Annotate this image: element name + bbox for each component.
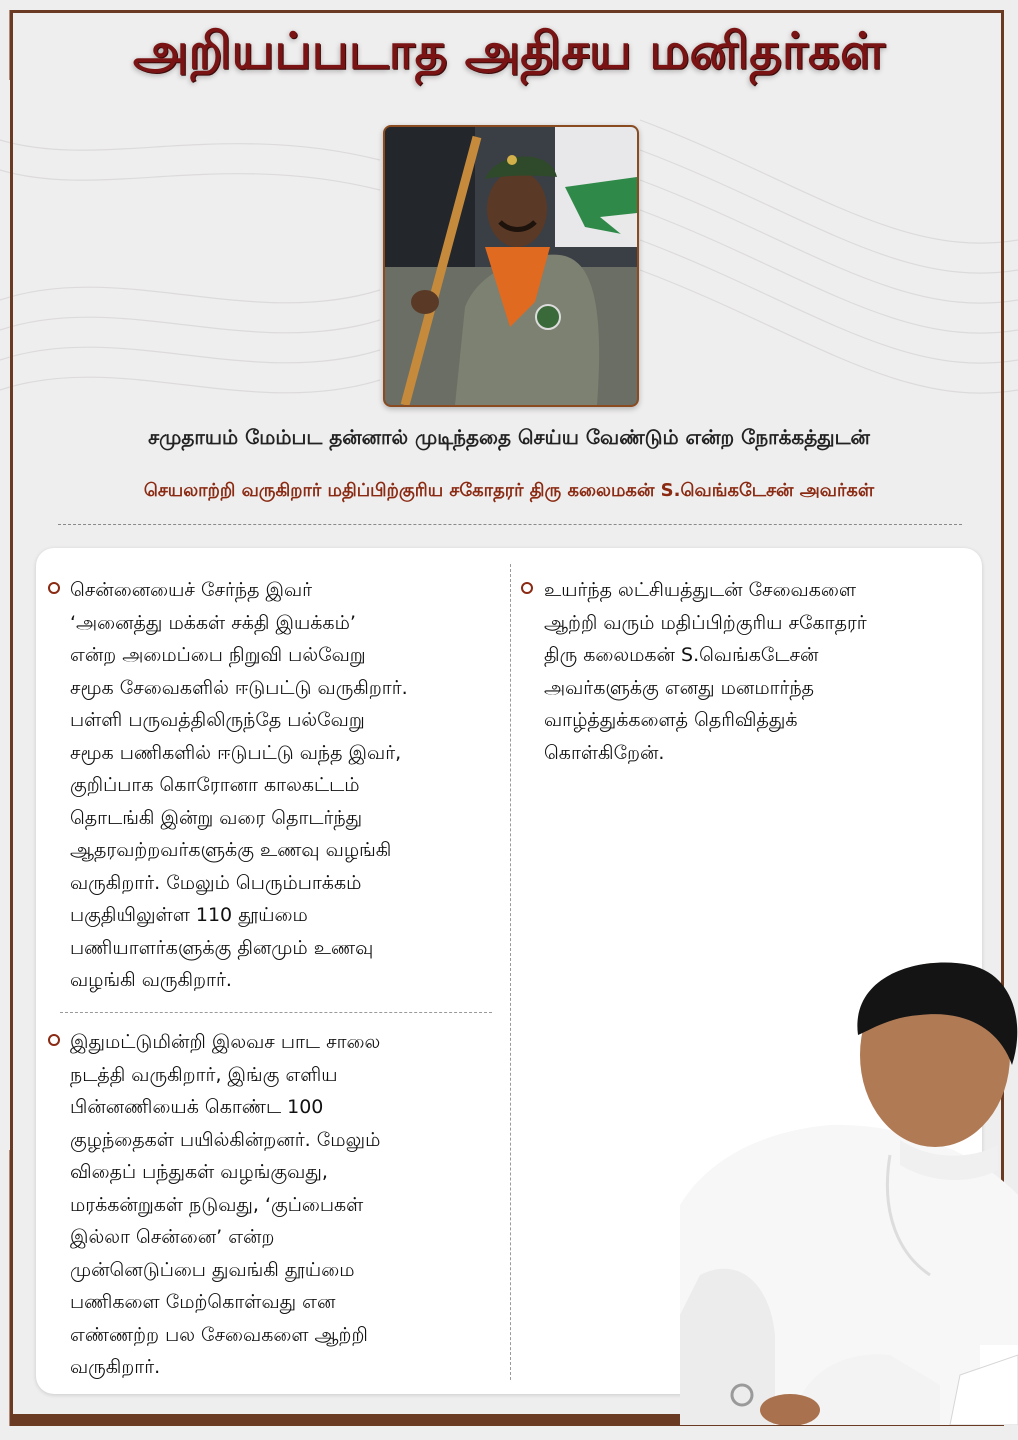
paragraph-service-intro: சென்னையைச் சேர்ந்த இவர் ‘அனைத்து மக்கள் சக்தி இயக்கம்’ என்ற அமைப்பை நிறுவி பல்வேறு சமூக சேவைகளில் ஈடுபட்டு வருகிறார். பள்ளி பருவத்திலிருந்தே பல்வேறு சமூக பணிகளில் ஈடுபட்டு வந்த இவர், குறிப்பாக கொரோனா காலகட்டம் தொடங்கி இன்று வரை தொடர்ந்து ஆதரவற்றவர்களுக்கு உணவு வழங்கி வருகிறார். மேலும் பெரும்பாக்கம் பகுதியிலுள்ள 110 தூய்மை பணியாளர்களுக்கு தினமும் உணவு வழங்கி வருகிறார். <box>70 579 408 991</box>
subtitle-line-2: செயலாற்றி வருகிறார் மதிப்பிற்குரிய சகோதரர் திரு கலைமகன் S.வெங்கடேசன் அவர்கள் <box>143 480 875 501</box>
page-title: அறியப்படாத அதிசய மனிதர்கள் <box>132 22 886 80</box>
paragraph-free-school: இதுமட்டுமின்றி இலவச பாட சாலை நடத்தி வருகிறார், இங்கு எளிய பின்னணியைக் கொண்ட 100 குழந்தைகள் பயில்கின்றனர். மேலும் விதைப் பந்துகள் வழங்குவது, மரக்கன்றுகள் நடுவது, ‘குப்பைகள் இல்லா சென்னை’ என்ற முன்னெடுப்பை துவங்கி தூய்மை பணிகளை மேற்கொள்வது என எண்ணற்ற பல சேவைகளை ஆற்றி வருகிறார். <box>70 1031 381 1378</box>
circle-bullet-icon <box>48 582 60 594</box>
circle-bullet-icon <box>48 1034 60 1046</box>
paragraph-wishes: உயர்ந்த லட்சியத்துடன் சேவைகளை ஆற்றி வரும் மதிப்பிற்குரிய சகோதரர் திரு கலைமகன் S.வெங்கடேசன் அவர்களுக்கு எனது மனமார்ந்த வாழ்த்துக்களைத் தெரிவித்துக் கொள்கிறேன். <box>544 579 867 764</box>
signing-man-photo <box>680 955 1018 1425</box>
circle-bullet-icon <box>521 582 533 594</box>
subtitle-line-1: சமுதாயம் மேம்பட தன்னால் முடிந்ததை செய்ய வேண்டும் என்ற நோக்கத்துடன் <box>148 425 870 449</box>
paragraph-divider <box>60 1012 492 1013</box>
column-divider <box>510 564 511 1380</box>
dashed-divider <box>58 524 962 525</box>
scout-photo <box>383 125 639 407</box>
